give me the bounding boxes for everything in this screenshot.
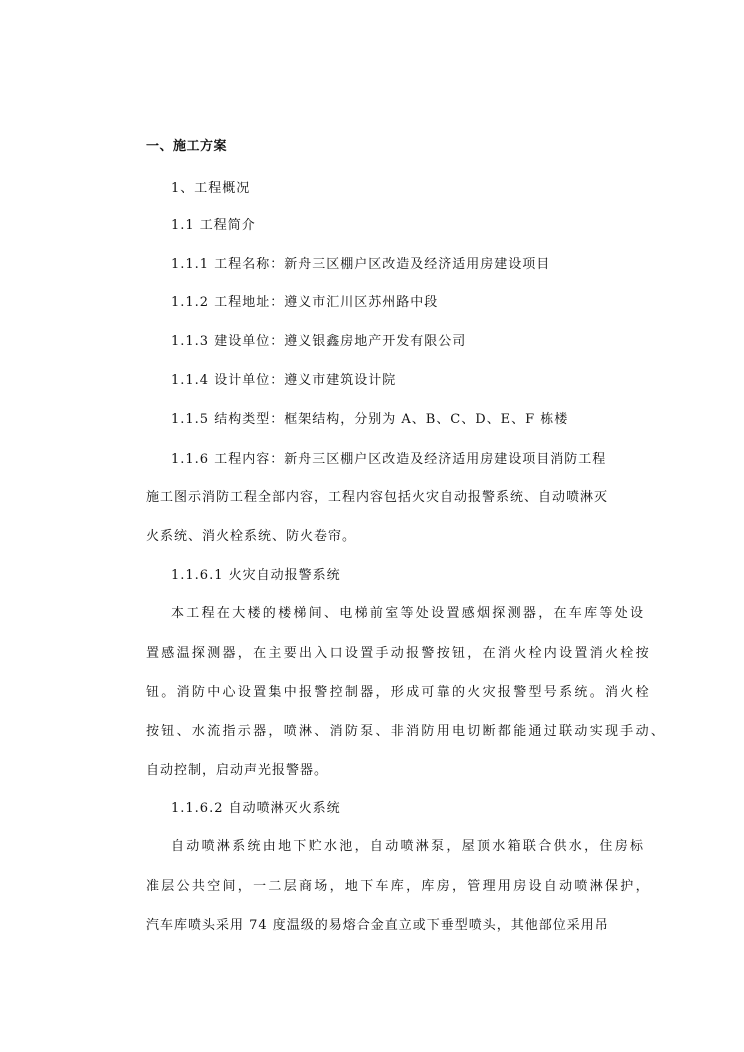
structure-line: 1.1.5 结构类型：框架结构，分别为 A、B、C、D、E、F 栋楼: [171, 412, 569, 427]
fire-alarm-line-4: 按钮、水流指示器，喷淋、消防泵、非消防用电切断都能通过联动实现手动、: [146, 724, 667, 739]
sprinkler-line-3: 汽车库喷头采用 74 度温级的易熔合金直立或下垂型喷头，其他部位采用吊: [146, 918, 609, 933]
intro-heading: 1.1 工程简介: [171, 218, 256, 233]
owner-line: 1.1.3 建设单位：遵义银鑫房地产开发有限公司: [171, 334, 467, 349]
sprinkler-line-1: 自动喷淋系统由地下贮水池，自动喷淋泵，屋顶水箱联合供水，住房标: [171, 839, 646, 854]
project-address-line: 1.1.2 工程地址：遵义市汇川区苏州路中段: [171, 295, 439, 310]
designer-line: 1.1.4 设计单位：遵义市建筑设计院: [171, 373, 397, 388]
fire-alarm-line-5: 自动控制，启动声光报警器。: [146, 763, 329, 778]
section-title: 一、施工方案: [146, 139, 228, 154]
scope-line-2: 施工图示消防工程全部内容，工程内容包括火灾自动报警系统、自动喷淋灭: [146, 490, 609, 505]
fire-alarm-line-1: 本工程在大楼的楼梯间、电梯前室等处设置感烟探测器，在车库等处设: [171, 606, 646, 621]
fire-alarm-line-2: 置感温探测器，在主要出入口设置手动报警按钮，在消火栓内设置消火栓按: [146, 646, 651, 661]
project-name-line: 1.1.1 工程名称：新舟三区棚户区改造及经济适用房建设项目: [171, 257, 551, 272]
fire-alarm-heading: 1.1.6.1 火灾自动报警系统: [171, 568, 341, 583]
scope-line-1: 1.1.6 工程内容：新舟三区棚户区改造及经济适用房建设项目消防工程: [171, 452, 607, 467]
sprinkler-line-2: 准层公共空间，一二层商场，地下车库，库房，管理用房设自动喷淋保护，: [146, 879, 651, 894]
sprinkler-heading: 1.1.6.2 自动喷淋灭火系统: [171, 801, 341, 816]
fire-alarm-line-3: 钮。消防中心设置集中报警控制器，形成可靠的火灾报警型号系统。消火栓: [146, 685, 651, 700]
scope-line-3: 火系统、消火栓系统、防火卷帘。: [146, 529, 357, 544]
overview-heading: 1、工程概况: [171, 181, 251, 196]
